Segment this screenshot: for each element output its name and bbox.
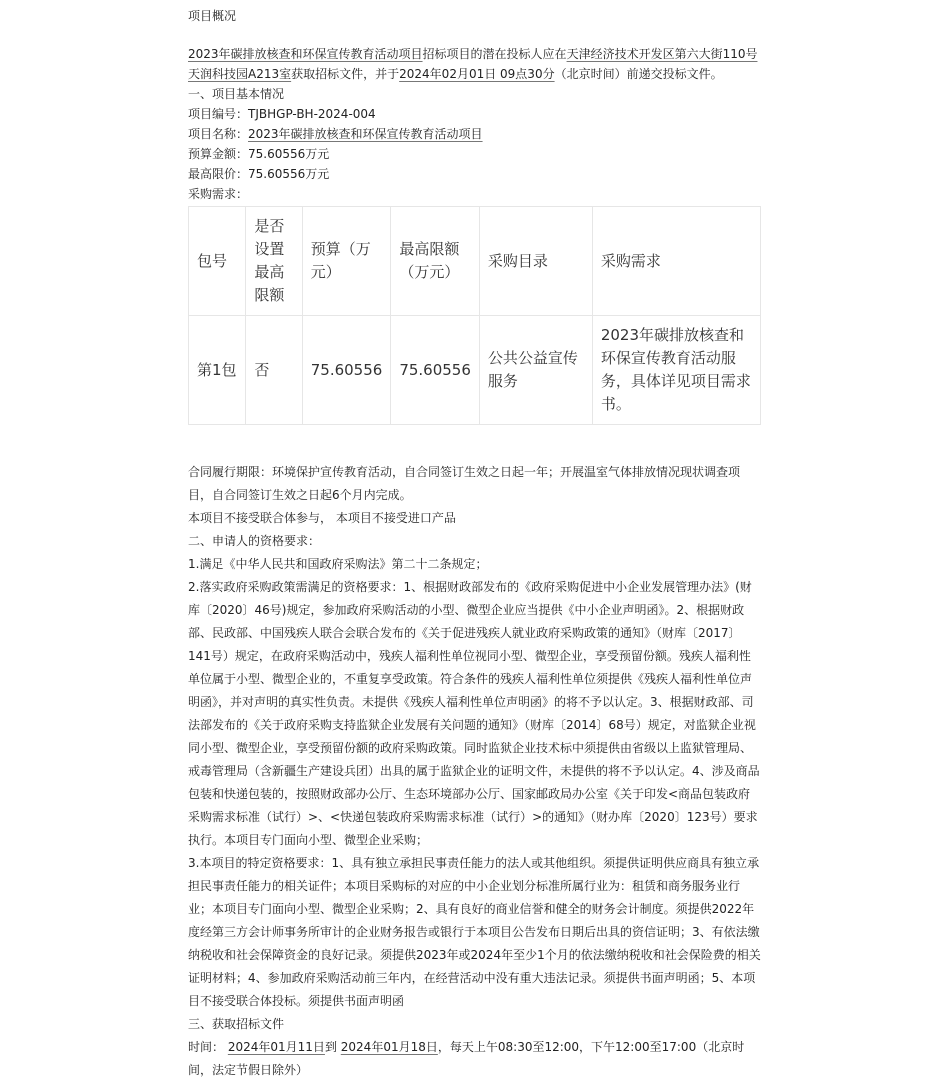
max-price-label: 最高限价：	[188, 167, 249, 181]
qualification-item-3: 3.本项目的特定资格要求：1、具有独立承担民事责任能力的法人或其他组织。须提供证明供应商具有独立承担民事责任能力的相关证件；本项目采购标的对应的中小企业划分标准所属行业为：租赁和商务服务业行业；本项目专门面向小型、微型企业采购；2、具有良好的商业信誉和健全的财务会计制度。须提供2022年度经第三方会计师事务所审计的企业财务报告或银行于本项目公告发布日期后出具的资信证明；3、有依法缴纳税收和社会保障资金的良好记录。须提供2023年或2024年至少1个月的依法缴纳税收和社会保险费的相关证明材料；4、参加政府采购活动前三年内，在经营活动中没有重大违法记录。须提供书面声明函；5、本项目不接受联合体投标。须提供书面声明函	[188, 856, 761, 1008]
obtain-time	[188, 1036, 761, 1082]
project-number-label: 项目编号：	[188, 107, 249, 121]
header-package: 包号	[189, 207, 246, 316]
header-needs: 采购需求	[592, 207, 760, 316]
deadline-link[interactable]: 2024年02月01日 09点30分	[399, 67, 555, 81]
intro-paragraph	[188, 44, 761, 84]
cell-package: 第1包	[189, 316, 246, 425]
cell-catalog: 公共公益宣传服务	[479, 316, 592, 425]
qualification-item-2: 2.落实政府采购政策需满足的资格要求：1、根据财政部发布的《政府采购促进中小企业发展管理办法》(财库〔2020〕46号)规定，参加政府采购活动的小型、微型企业应当提供《中小企业声明函》。2、根据财政部、民政部、中国残疾人联合会联合发布的《关于促进残疾人就业政府采购政策的通知》（财库〔2017〕141号）规定，在政府采购活动中，残疾人福利性单位视同小型、微型企业，享受预留份额。残疾人福利性单位属于小型、微型企业的，不重复享受政策。符合条件的残疾人福利性单位须提供《残疾人福利性单位声明函》，并对声明的真实性负责。未提供《残疾人福利性单位声明函》的将不予以认定。3、根据财政部、司法部发布的《关于政府采购支持监狱企业发展有关问题的通知》（财库〔2014〕68号）规定，对监狱企业视同小型、微型企业，享受预留份额的政府采购政策。同时监狱企业技术标中须提供由省级以上监狱管理局、戒毒管理局（含新疆生产建设兵团）出具的属于监狱企业的证明文件，未提供的将不予以认定。4、涉及商品包装和快递包装的，按照财政部办公厅、生态环境部办公厅、国家邮政局办公室《关于印发<商品包装政府采购需求标准（试行）>、<快递包装政府采购需求标准（试行）>的通知》（财办库〔2020〕123号）要求执行。本项目专门面向小型、微型企业采购；	[188, 580, 760, 847]
header-max-limit: 最高限额（万元）	[391, 207, 480, 316]
start-date-link[interactable]: 2024年01月11日	[227, 1040, 325, 1054]
intro-text-3: （北京时间）前递交投标文件。	[554, 67, 723, 81]
consortium-note: 本项目不接受联合体参与， 本项目不接受进口产品	[188, 511, 456, 525]
qualification-item-1: 1.满足《中华人民共和国政府采购法》第二十二条规定；	[188, 557, 488, 571]
section3-title: 三、获取招标文件	[188, 1017, 285, 1031]
address-link[interactable]: 天津经济技术开发区第六大街110号天润科技园A213室	[188, 47, 758, 81]
cell-budget: 75.60556	[302, 316, 391, 425]
time-rest: ，每天上午08:30至12:00，下午12:00至17:00（北京时间，法定节假日除外）	[188, 1040, 745, 1077]
time-label: 时间：	[188, 1040, 225, 1054]
project-number	[188, 104, 761, 124]
project-number-value: TJBHGP-BH-2024-004	[248, 107, 376, 121]
budget-amount	[188, 144, 761, 164]
to-text: 到	[324, 1040, 337, 1054]
project-name	[188, 124, 761, 144]
overview-title: 项目概况	[188, 9, 237, 23]
budget-value: 75.60556万元	[248, 147, 330, 161]
max-price-value: 75.60556万元	[248, 167, 330, 181]
project-name-value-link[interactable]: 2023年碳排放核查和环保宣传教育活动项目	[248, 127, 483, 141]
header-has-max: 是否设置最高限额	[246, 207, 302, 316]
max-price	[188, 164, 761, 184]
contract-period: 合同履行期限：环境保护宣传教育活动，自合同签订生效之日起一年；开展温室气体排放情况现状调查项目，自合同签订生效之日起6个月内完成。	[188, 465, 741, 502]
header-budget: 预算（万元）	[302, 207, 391, 316]
procurement-needs-label: 采购需求：	[188, 187, 249, 201]
end-date-link[interactable]: 2024年01月18日	[340, 1040, 438, 1054]
project-name-label: 项目名称：	[188, 127, 249, 141]
announcement-page	[188, 0, 761, 1082]
table-header-row	[189, 207, 761, 316]
section2-title: 二、申请人的资格要求：	[188, 534, 321, 548]
intro-text-1: 招标项目的潜在投标人应在	[422, 47, 567, 61]
requirements-table	[188, 206, 761, 425]
cell-needs: 2023年碳排放核查和环保宣传教育活动服务，具体详见项目需求书。	[592, 316, 760, 425]
header-catalog: 采购目录	[479, 207, 592, 316]
cell-max-limit: 75.60556	[391, 316, 480, 425]
table-row	[189, 316, 761, 425]
section1-title: 一、项目基本情况	[188, 87, 285, 101]
budget-label: 预算金额：	[188, 147, 249, 161]
intro-text-2: 获取招标文件，并于	[291, 67, 400, 81]
project-name-link[interactable]: 2023年碳排放核查和环保宣传教育活动项目	[188, 47, 423, 61]
cell-has-max: 否	[246, 316, 302, 425]
